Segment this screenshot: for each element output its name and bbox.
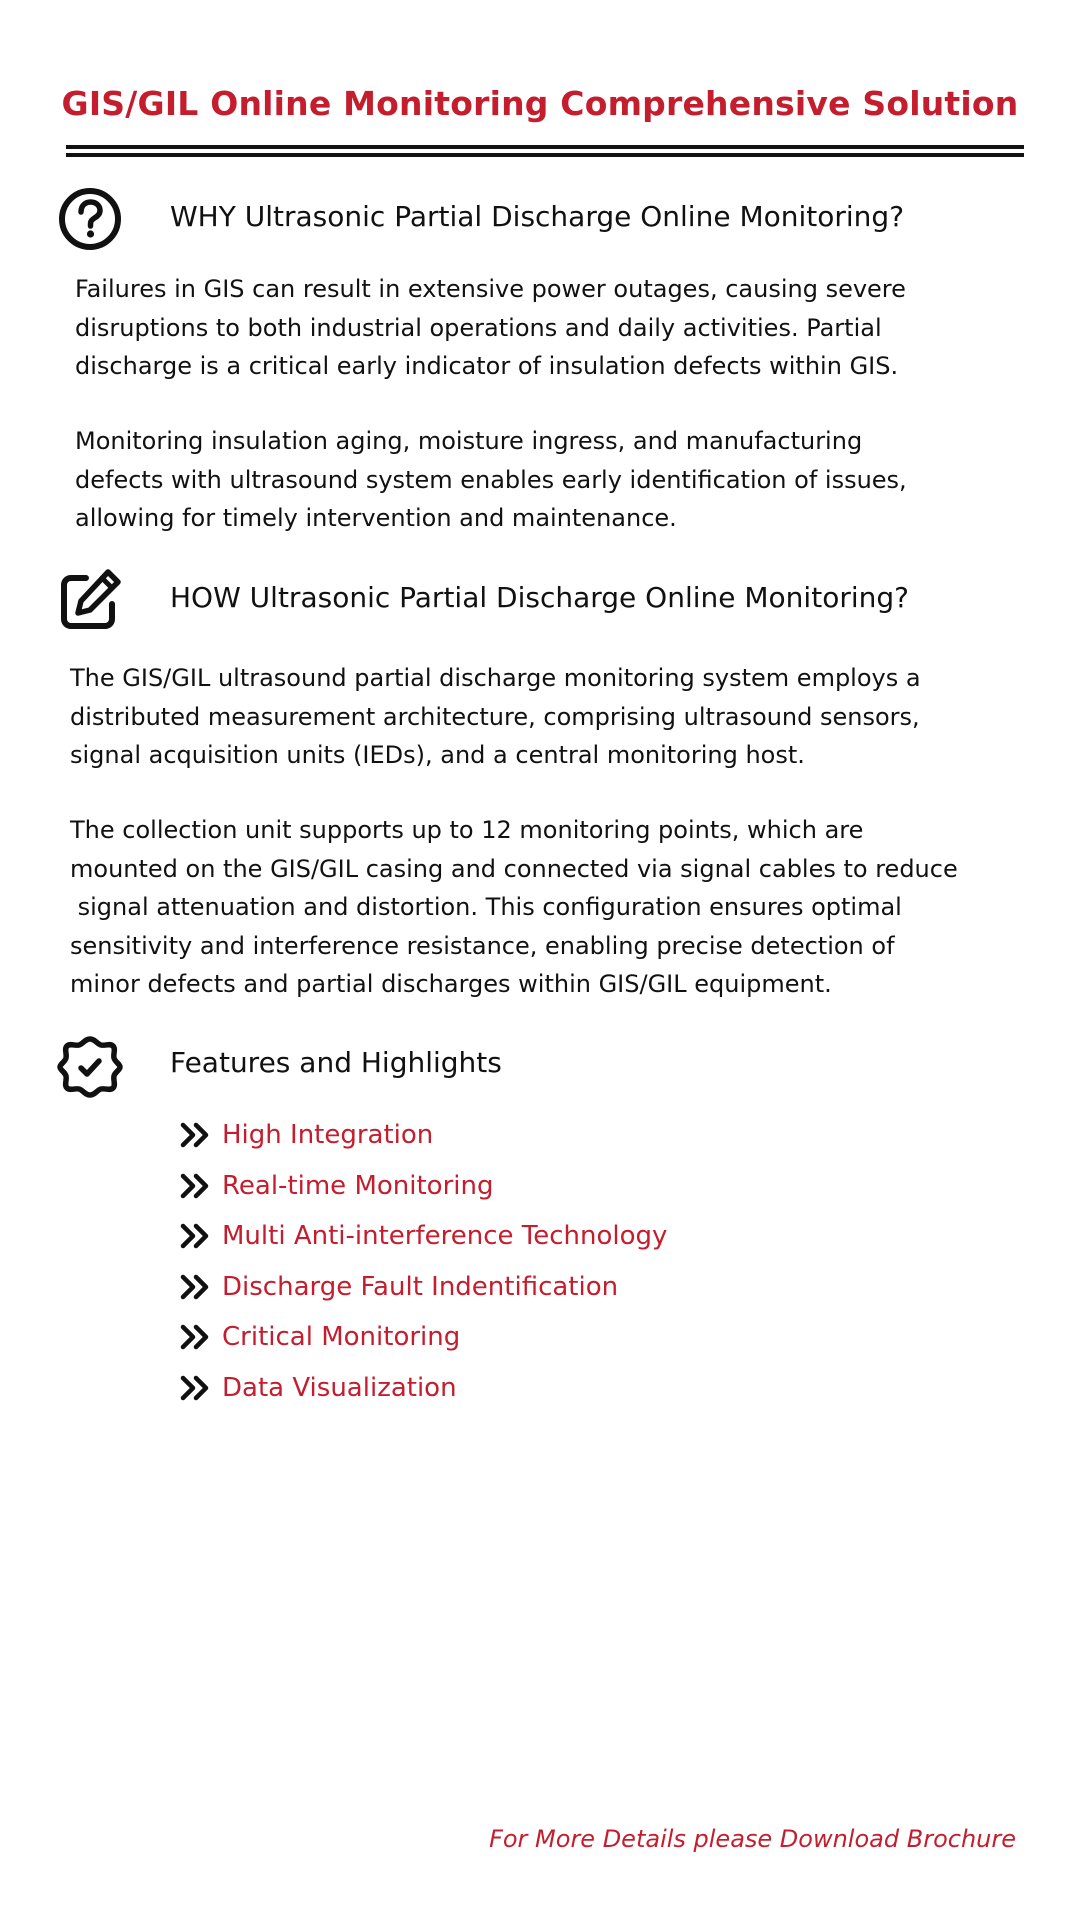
how-heading: HOW Ultrasonic Partial Discharge Online Monitoring? [170, 581, 909, 614]
text-line: minor defects and partial discharges within GIS/GIL equipment. [70, 970, 832, 998]
feature-label: Data Visualization [222, 1372, 457, 1403]
page-title: GIS/GIL Online Monitoring Comprehensive Solution [61, 84, 1019, 123]
text-line: mounted on the GIS/GIL casing and connected via signal cables to reduce [70, 854, 958, 883]
question-circle-icon [56, 185, 124, 253]
double-chevron-right-icon [180, 1375, 212, 1401]
list-item [180, 1161, 667, 1212]
list-item [180, 1363, 667, 1414]
feature-list [180, 1110, 667, 1413]
feature-label: High Integration [222, 1120, 434, 1151]
text-line: distributed measurement architecture, comprising ultrasound sensors, [70, 702, 920, 731]
download-brochure-link[interactable]: For More Details please Download Brochure [489, 1825, 1016, 1853]
text-line: allowing for timely intervention and maintenance. [75, 504, 677, 532]
text-line: The GIS/GIL ultrasound partial discharge monitoring system employs a [70, 664, 921, 692]
list-item [180, 1312, 667, 1363]
text-line: signal attenuation and distortion. This configuration ensures optimal [70, 893, 902, 921]
text-line: discharge is a critical early indicator of insulation defects within GIS. [75, 352, 899, 380]
double-chevron-right-icon [180, 1274, 212, 1300]
double-chevron-right-icon [180, 1223, 212, 1249]
text-line: defects with ultrasound system enables early identification of issues, [75, 465, 907, 494]
double-chevron-right-icon [180, 1173, 212, 1199]
text-line: Failures in GIS can result in extensive power outages, causing severe [75, 275, 906, 303]
text-line: disruptions to both industrial operations and daily activities. Partial [75, 313, 882, 342]
double-chevron-right-icon [180, 1122, 212, 1148]
text-line: signal acquisition units (IEDs), and a central monitoring host. [70, 741, 805, 769]
why-heading: WHY Ultrasonic Partial Discharge Online Monitoring? [170, 200, 905, 233]
features-heading: Features and Highlights [170, 1046, 502, 1079]
title-divider-bottom [66, 153, 1024, 157]
how-paragraph-1 [70, 659, 921, 775]
feature-label: Critical Monitoring [222, 1322, 461, 1353]
text-line: The collection unit supports up to 12 monitoring points, which are [70, 816, 864, 844]
title-divider-top [66, 145, 1024, 149]
why-paragraph-2 [75, 422, 907, 538]
list-item [180, 1110, 667, 1161]
how-paragraph-2 [70, 811, 958, 1004]
why-paragraph-1 [75, 270, 906, 386]
text-line: sensitivity and interference resistance, enabling precise detection of [70, 931, 895, 960]
feature-label: Multi Anti-interference Technology [222, 1221, 668, 1252]
list-item [180, 1262, 667, 1313]
text-line: Monitoring insulation aging, moisture ingress, and manufacturing [75, 427, 863, 455]
feature-label: Real-time Monitoring [222, 1170, 494, 1201]
list-item [180, 1211, 667, 1262]
double-chevron-right-icon [180, 1324, 212, 1350]
feature-label: Discharge Fault Indentification [222, 1271, 619, 1302]
edit-square-icon [56, 566, 124, 634]
badge-check-icon [56, 1033, 124, 1101]
